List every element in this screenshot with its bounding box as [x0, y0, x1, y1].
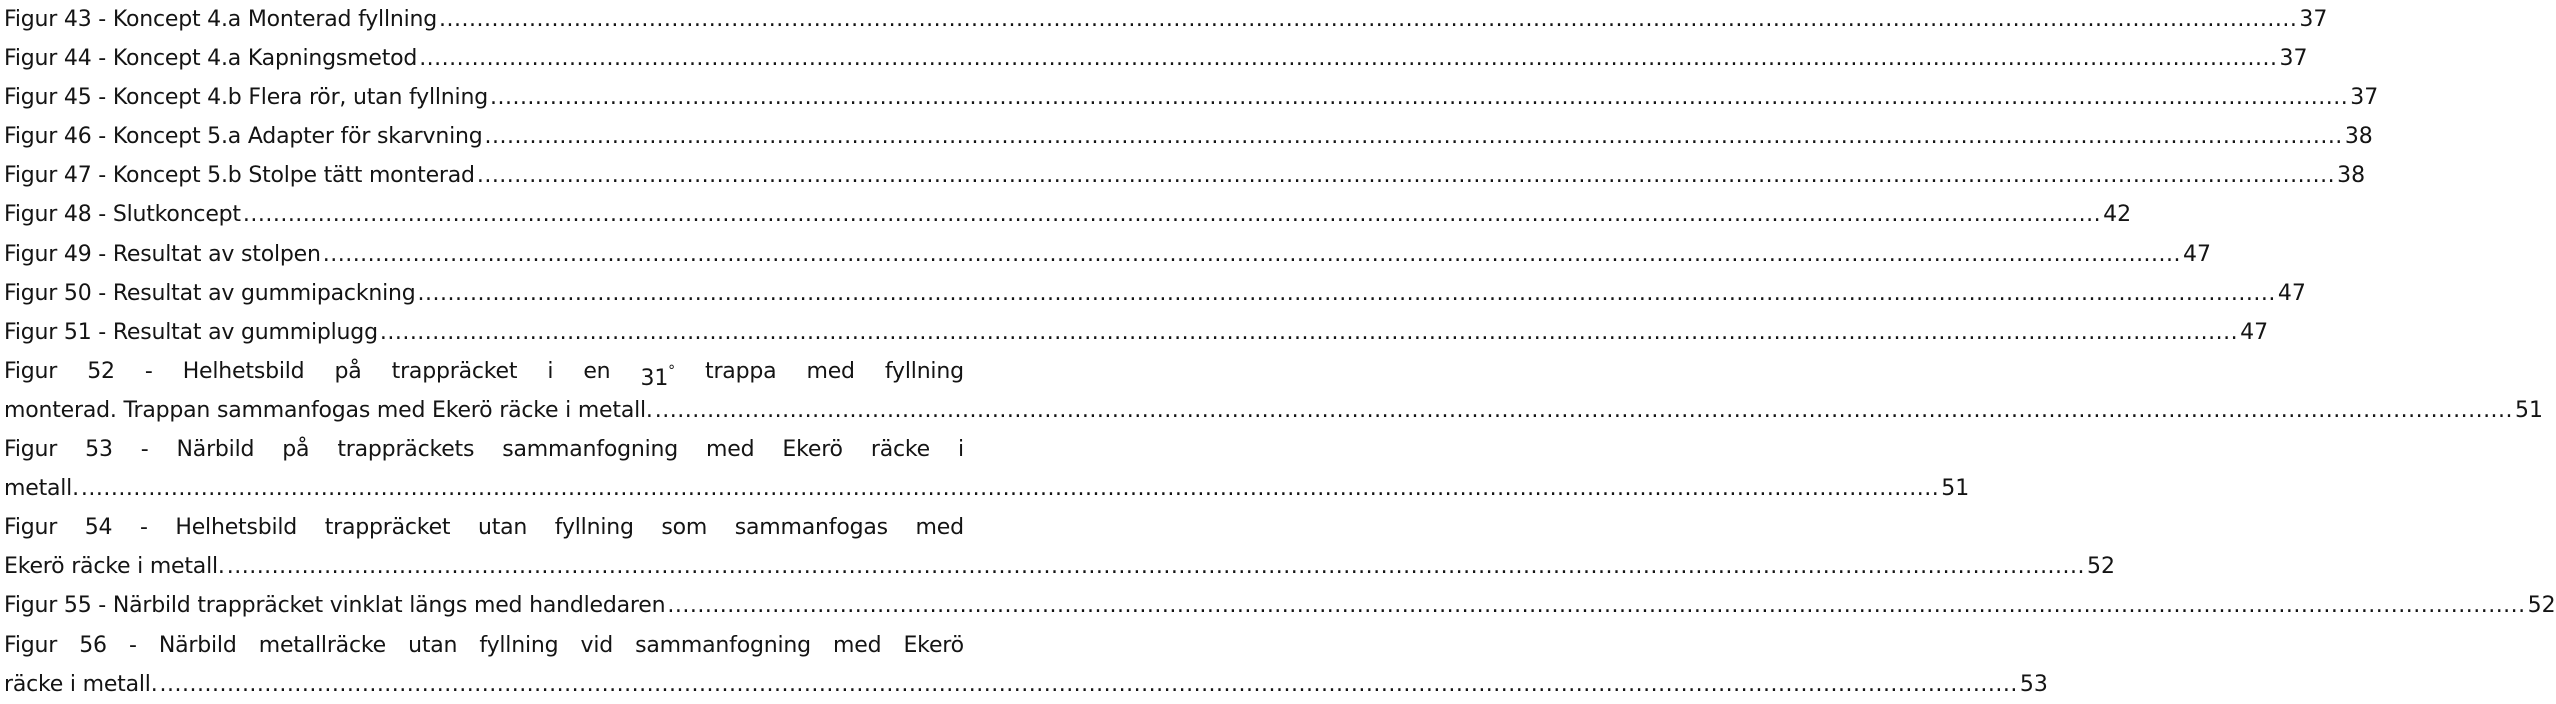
- toc-entry-word: Figur: [4, 632, 58, 658]
- dot-leader: [160, 665, 2018, 704]
- toc-entry-word: 56: [79, 632, 107, 658]
- toc-entry[interactable]: [4, 274, 2306, 313]
- toc-entry-word: fyllning: [479, 632, 559, 658]
- toc-entry-word: 54: [84, 515, 113, 541]
- toc-entry-title: Figur 50 - Resultat av gummipackning: [4, 280, 416, 306]
- toc-entry-word: trappräcket: [324, 515, 451, 541]
- toc-entry-line: [4, 78, 2379, 117]
- toc-entry-word: med: [706, 437, 755, 463]
- toc-entry-word: i: [957, 437, 964, 463]
- toc-entry-word: räcke: [870, 437, 930, 463]
- toc-entry-line: [4, 469, 1970, 508]
- toc-entry-first-line: [4, 430, 964, 469]
- toc-entry[interactable]: [4, 0, 2328, 39]
- toc-entry[interactable]: [4, 195, 2132, 234]
- toc-entry-title: Figur 46 - Koncept 5.a Adapter för skarvning: [4, 124, 483, 150]
- toc-entry[interactable]: [4, 78, 2379, 117]
- dot-leader: [667, 586, 2525, 625]
- toc-entry-word: metallräcke: [258, 632, 386, 658]
- toc-entry[interactable]: [4, 156, 2366, 195]
- toc-entry-word: trappa: [705, 358, 777, 384]
- toc-entry-word: vid: [580, 632, 613, 658]
- toc-entry-page-number: 47: [2240, 319, 2269, 345]
- toc-entry-title: monterad. Trappan sammanfogas med Ekerö räcke i metall.: [4, 397, 653, 423]
- toc-entry-page-number: 37: [2299, 7, 2328, 32]
- toc-entry[interactable]: [4, 235, 2212, 274]
- dot-leader: [419, 39, 2277, 78]
- toc-entry-word: Närbild: [158, 632, 237, 658]
- dot-leader: [490, 78, 2348, 117]
- toc-entry-line: [4, 391, 2544, 430]
- toc-entry-title: metall.: [4, 476, 79, 502]
- toc-entry-line: [4, 665, 2048, 704]
- toc-entry-title: Figur 55 - Närbild trappräcket vinklat längs med handledaren: [4, 593, 666, 619]
- toc-entry-word: trappräcket: [391, 358, 518, 384]
- toc-entry-word: som: [661, 515, 708, 541]
- dot-leader: [380, 313, 2238, 352]
- toc-entry[interactable]: [4, 626, 2048, 704]
- toc-entry-line: [4, 0, 2328, 39]
- toc-entry-word: 53: [85, 437, 113, 463]
- toc-entry-line: [4, 313, 2269, 352]
- toc-entry-word: Figur: [4, 358, 58, 384]
- toc-entry-word: Närbild: [176, 437, 255, 463]
- toc-entry-title: Figur 51 - Resultat av gummiplugg: [4, 319, 378, 345]
- toc-entry-title: Figur 48 - Slutkoncept: [4, 202, 241, 228]
- toc-entry-word: fyllning: [884, 358, 964, 384]
- toc-entry-page-number: 51: [2515, 397, 2544, 423]
- toc-entry-page-number: 37: [2279, 46, 2308, 72]
- toc-entry-first-line: [4, 626, 964, 665]
- toc-entry-page-number: 42: [2103, 202, 2132, 228]
- toc-entry-page-number: 38: [2344, 124, 2373, 150]
- toc-entry-word: utan: [408, 632, 458, 658]
- toc-entry-word: Helhetsbild: [175, 515, 298, 541]
- toc-entry-line: [4, 547, 2116, 586]
- toc-entry-title: Figur 43 - Koncept 4.a Monterad fyllning: [4, 7, 438, 32]
- toc-entry-line: [4, 117, 2373, 156]
- dot-leader: [81, 469, 1939, 508]
- toc-entry-word: sammanfogning: [502, 437, 679, 463]
- toc-entry-first-line: [4, 508, 964, 547]
- toc-entry-word: på: [334, 358, 362, 384]
- toc-entry-page-number: 52: [2087, 554, 2116, 580]
- toc-entry-word: trappräckets: [337, 437, 475, 463]
- toc-entry-word: -: [144, 358, 153, 384]
- dot-leader: [439, 0, 2297, 39]
- toc-entry-title: Figur 45 - Koncept 4.b Flera rör, utan fyllning: [4, 85, 488, 111]
- toc-entry-word: sammanfogas: [734, 515, 888, 541]
- toc-entry-word: 52: [87, 358, 115, 384]
- toc-entry-word: -: [139, 515, 148, 541]
- toc-entry[interactable]: [4, 586, 2556, 625]
- toc-entry-page-number: 38: [2337, 163, 2366, 189]
- toc-entry-word: -: [140, 437, 149, 463]
- toc-entry-word: på: [282, 437, 310, 463]
- toc-entry-line: [4, 39, 2308, 78]
- toc-entry-page-number: 52: [2527, 593, 2556, 619]
- toc-entry-line: [4, 156, 2366, 195]
- dot-leader: [243, 195, 2101, 234]
- toc-entry[interactable]: [4, 430, 1970, 508]
- toc-entry-word: Figur: [4, 515, 58, 541]
- toc-entry-word: en: [583, 358, 611, 384]
- toc-entry-word: fyllning: [554, 515, 634, 541]
- toc-entry-word: 31°: [640, 362, 675, 391]
- toc-entry-page-number: 47: [2277, 280, 2306, 306]
- toc-entry[interactable]: [4, 39, 2308, 78]
- toc-entry-word: sammanfogning: [635, 632, 811, 658]
- toc-entry-title: Figur 44 - Koncept 4.a Kapningsmetod: [4, 46, 418, 72]
- toc-entry-title: Ekerö räcke i metall.: [4, 554, 225, 580]
- toc-entry-word: utan: [477, 515, 528, 541]
- toc-entry[interactable]: [4, 313, 2269, 352]
- toc-entry-title: räcke i metall.: [4, 671, 158, 697]
- toc-entry-word: Helhetsbild: [182, 358, 305, 384]
- toc-entry-line: [4, 586, 2556, 625]
- toc-entry-word: Ekerö: [903, 632, 964, 658]
- degree-mark: °: [668, 362, 675, 379]
- toc-entry-page-number: 47: [2183, 241, 2212, 267]
- toc-entry-line: [4, 274, 2306, 313]
- dot-leader: [227, 547, 2085, 586]
- toc-entry-word: med: [833, 632, 882, 658]
- dot-leader: [477, 156, 2335, 195]
- dot-leader: [485, 117, 2343, 156]
- toc-entry-word: Ekerö: [782, 437, 843, 463]
- dot-leader: [655, 391, 2513, 430]
- toc-entry-page-number: 53: [2019, 671, 2048, 697]
- toc-entry-word: med: [806, 358, 855, 384]
- toc-entry[interactable]: [4, 352, 2544, 430]
- toc-entry-word: Figur: [4, 437, 58, 463]
- toc-entry-word: i: [547, 358, 554, 384]
- dot-leader: [323, 235, 2181, 274]
- toc-entry-title: Figur 49 - Resultat av stolpen: [4, 241, 321, 267]
- list-of-figures: [4, 0, 2556, 704]
- toc-entry-word: -: [128, 632, 137, 658]
- toc-entry-page-number: 37: [2350, 85, 2379, 111]
- toc-entry[interactable]: [4, 508, 2116, 586]
- toc-entry-page-number: 51: [1941, 476, 1970, 502]
- dot-leader: [418, 274, 2276, 313]
- toc-entry[interactable]: [4, 117, 2373, 156]
- toc-entry-first-line: [4, 352, 964, 391]
- toc-entry-line: [4, 235, 2212, 274]
- toc-entry-word: med: [915, 515, 964, 541]
- toc-entry-title: Figur 47 - Koncept 5.b Stolpe tätt monterad: [4, 163, 475, 189]
- toc-entry-line: [4, 195, 2132, 234]
